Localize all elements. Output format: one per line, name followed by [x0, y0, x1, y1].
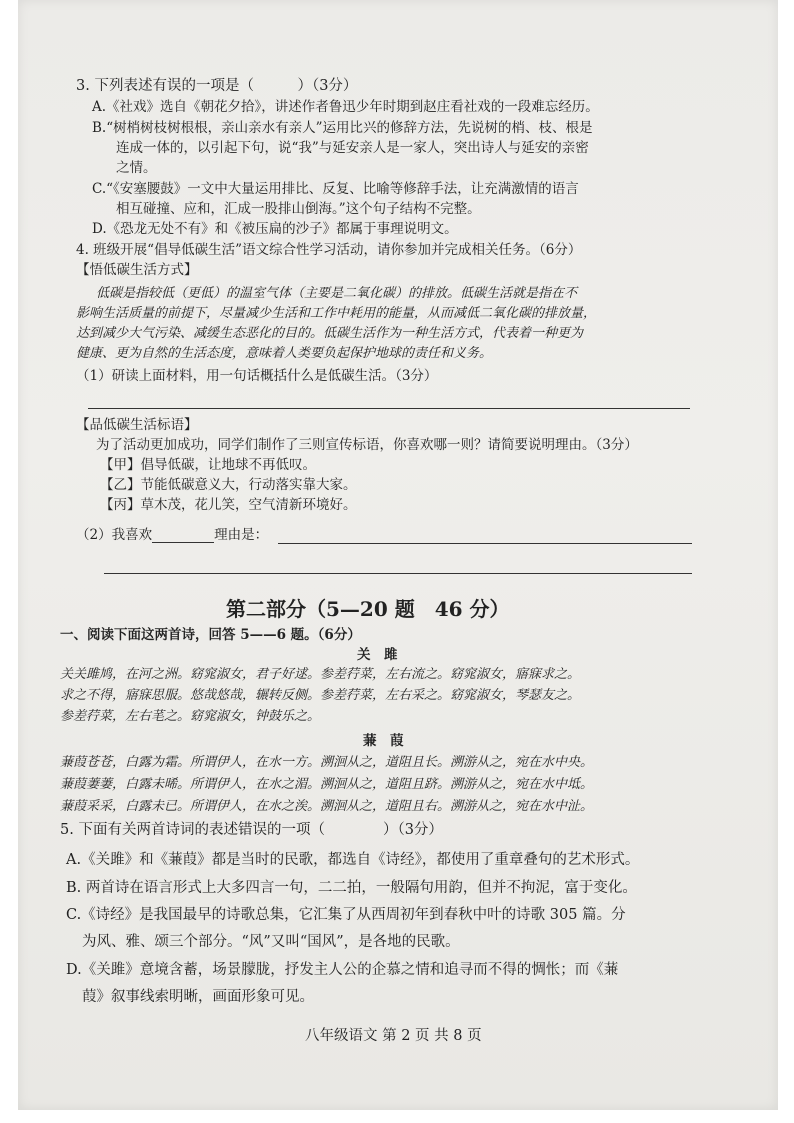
q4-material-line3: 达到减少大气污染、减缓生态恶化的目的。低碳生活作为一种生活方式，代表着一种更为	[76, 326, 584, 341]
q5-stem: 5. 下面有关两首诗词的表述错误的一项（ ）（3分）	[60, 822, 443, 838]
page-footer: 八年级语文 第 2 页 共 8 页	[305, 1028, 482, 1044]
q3-option-c-line1: C.“《安塞腰鼓》一文中大量运用排比、反复、比喻等修辞手法，让充满激情的语言	[92, 181, 579, 197]
q4-section-heading-1: 【悟低碳生活方式】	[76, 262, 198, 278]
q5-option-c-line2: 为风、雅、颂三个部分。“风”又叫“国风”，是各地的民歌。	[82, 934, 460, 950]
q4-material-line2: 影响生活质量的前提下，尽量减少生活和工作中耗用的能量，从而减低二氧化碳的排放量，	[76, 306, 597, 321]
poem1-line3: 参差荇菜，左右芼之。窈窕淑女，钟鼓乐之。	[60, 709, 321, 724]
q4-stem: 4. 班级开展“倡导低碳生活”语文综合性学习活动，请你参加并完成相关任务。（6分）	[76, 242, 582, 258]
q3-option-c-line2: 相互碰撞、应和，汇成一股排山倒海。”这个句子结构不完整。	[116, 201, 481, 217]
q3-option-b-line2: 连成一体的，以引起下句，说“我”与延安亲人是一家人，突出诗人与延安的亲密	[116, 140, 589, 156]
q3-stem: 3. 下列表述有误的一项是（ ）（3分）	[76, 78, 358, 94]
q4-reason-line-2[interactable]	[104, 573, 692, 574]
q3-option-d: D.《恐龙无处不有》和《被压扁的沙子》都属于事理说明文。	[92, 221, 458, 237]
q5-option-a: A.《关雎》和《蒹葭》都是当时的民歌，都选自《诗经》，都使用了重章叠句的艺术形式。	[66, 852, 640, 868]
q4-answer-line-1[interactable]	[88, 408, 690, 409]
poem2-line1: 蒹葭苍苍，白露为霜。所谓伊人，在水一方。溯洄从之，道阻且长。溯游从之，宛在水中央。	[60, 755, 594, 770]
q4-slogan-jia: 【甲】倡导低碳，让地球不再低叹。	[100, 457, 316, 473]
poem2-line2: 蒹葭萋萋，白露未晞。所谓伊人，在水之湄。溯洄从之，道阻且跻。溯游从之，宛在水中坻。	[60, 777, 594, 792]
poem1-title: 关 雎	[357, 647, 398, 663]
q5-option-d-line1: D.《关雎》意境含蓄，场景朦胧，抒发主人公的企慕之情和追寻而不得的惆怅；而《蒹	[66, 962, 619, 978]
q4-subquestion-2-prefix: （2）我喜欢	[76, 527, 153, 543]
section1-instruction: 一、阅读下面这两首诗，回答 5——6 题。（6分）	[60, 627, 361, 643]
q3-option-b-line1: B.“树梢树枝树根根，亲山亲水有亲人”运用比兴的修辞方法，先说树的梢、枝、根是	[92, 120, 593, 136]
poem2-line3: 蒹葭采采，白露未已。所谓伊人，在水之涘。溯洄从之，道阻且右。溯游从之，宛在水中沚。	[60, 799, 594, 814]
poem1-line1: 关关雎鸠，在河之洲。窈窕淑女，君子好逑。参差荇菜，左右流之。窈窕淑女，寤寐求之。	[60, 667, 581, 682]
q5-option-d-line2: 葭》叙事线索明晰，画面形象可见。	[82, 989, 314, 1005]
q4-section-heading-2: 【品低碳生活标语】	[76, 417, 198, 433]
q5-option-c-line1: C.《诗经》是我国最早的诗歌总集，它汇集了从西周初年到春秋中叶的诗歌 305 篇。分	[66, 907, 626, 923]
poem2-title: 蒹 葭	[363, 733, 404, 749]
poem1-line2: 求之不得，寤寐思服。悠哉悠哉，辗转反侧。参差荇菜，左右采之。窈窕淑女，琴瑟友之。	[60, 688, 581, 703]
q4-subquestion-1: （1）研读上面材料，用一句话概括什么是低碳生活。（3分）	[76, 368, 438, 384]
q3-option-a: A.《社戏》选自《朝花夕拾》，讲述作者鲁迅少年时期到赵庄看社戏的一段难忘经历。	[92, 99, 599, 115]
q4-slogan-intro: 为了活动更加成功，同学们制作了三则宣传标语，你喜欢哪一则？请简要说明理由。（3分）	[96, 437, 638, 453]
q4-choice-blank[interactable]	[152, 528, 214, 543]
q4-reason-line-1[interactable]	[278, 543, 692, 544]
q4-slogan-bing: 【丙】草木茂，花儿笑，空气清新环境好。	[100, 497, 357, 513]
q4-material-line1: 低碳是指较低（更低）的温室气体（主要是二氧化碳）的排放。低碳生活就是指在不	[96, 286, 578, 301]
q4-material-line4: 健康、更为自然的生活态度，意味着人类要负起保护地球的责任和义务。	[76, 346, 493, 361]
part2-title: 第二部分（5—20 题 46 分）	[226, 597, 510, 621]
q4-slogan-yi: 【乙】节能低碳意义大，行动落实靠大家。	[100, 477, 357, 493]
q3-option-b-line3: 之情。	[116, 160, 157, 176]
q4-subquestion-2	[76, 527, 268, 543]
q4-reason-label: 理由是：	[214, 527, 269, 543]
q5-option-b: B. 两首诗在语言形式上大多四言一句，二二拍，一般隔句用韵，但并不拘泥，富于变化。	[66, 880, 637, 896]
